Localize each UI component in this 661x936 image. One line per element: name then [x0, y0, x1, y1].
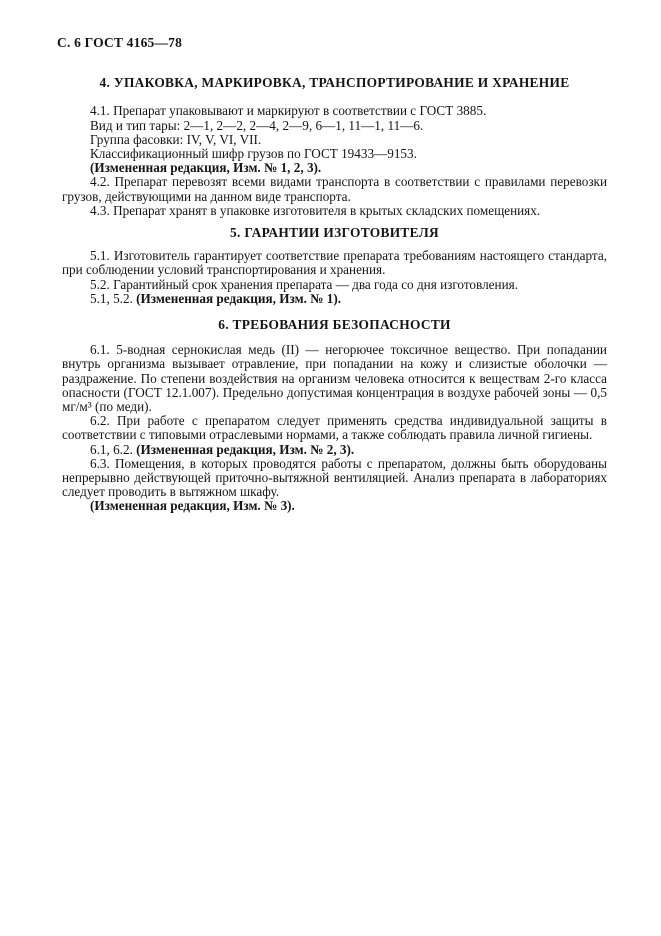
paragraph-6-2: 6.2. При работе с препаратом следует применять средства индивидуальной защиты в соответствии с типовыми отраслевыми нормами, а также соблюдать правила личной гигиены. — [62, 413, 607, 443]
revision-note-6-3: (Измененная редакция, Изм. № 3). — [90, 498, 295, 514]
line-classification-code: Классификационный шифр грузов по ГОСТ 19433—9153. — [90, 146, 417, 162]
section-6-title: 6. ТРЕБОВАНИЯ БЕЗОПАСНОСТИ — [218, 317, 451, 333]
revision-note-4: (Измененная редакция, Изм. № 1, 2, 3). — [90, 160, 322, 176]
section-4-title: 4. УПАКОВКА, МАРКИРОВКА, ТРАНСПОРТИРОВАНИЕ И ХРАНЕНИЕ — [99, 75, 570, 91]
revision-note-5 — [62, 292, 607, 306]
paragraph-5-1: 5.1. Изготовитель гарантирует соответствие препарата требованиям настоящего стандарта, при соблюдении условий транспортирования и хранения. — [62, 248, 607, 278]
revision-note-6-1-2 — [62, 443, 607, 457]
revision-note-6-1-2-text: (Измененная редакция, Изм. № 2, 3). — [136, 441, 355, 457]
paragraph-5-2: 5.2. Гарантийный срок хранения препарата — два года со дня изготовления. — [90, 276, 518, 292]
line-tare-types: Вид и тип тары: 2—1, 2—2, 2—4, 2—9, 6—1, 11—1, 11—6. — [90, 117, 424, 133]
paragraph-4-2: 4.2. Препарат перевозят всеми видами транспорта в соответствии с правилами перевозки грузов, действующими на данном виде транспорта. — [62, 174, 607, 204]
revision-note-5-text: (Измененная редакция, Изм. № 1). — [136, 290, 342, 306]
section-5-title: 5. ГАРАНТИИ ИЗГОТОВИТЕЛЯ — [230, 225, 439, 241]
paragraph-6-1: 6.1. 5-водная сернокислая медь (II) — негорючее токсичное вещество. При попадании внутрь организма вызывает отравление, при попадании на кожу и слизистые оболочки — раздражение. По степени воздействия на организм человека относится к веществам 2-го класса опасности (ГОСТ 12.1.007). Предельно допустимая концентрация в воздухе рабочей зоны — 0,5 мг/м³ (по меди). — [62, 342, 607, 415]
revision-note-5-prefix: 5.1, 5.2. — [90, 290, 137, 306]
paragraph-6-3: 6.3. Помещения, в которых проводятся работы с препаратом, должны быть оборудованы непрерывно действующей приточно-вытяжной вентиляцией. Анализ препарата в лабораториях следует проводить в вытяжном шкафу. — [62, 455, 607, 500]
line-packing-group: Группа фасовки: IV, V, VI, VII. — [90, 131, 262, 147]
paragraph-4-3: 4.3. Препарат хранят в упаковке изготовителя в крытых складских помещениях. — [90, 202, 541, 218]
paragraph-4-1: 4.1. Препарат упаковывают и маркируют в соответствии с ГОСТ 3885. — [90, 103, 487, 119]
running-header: С. 6 ГОСТ 4165—78 — [57, 35, 183, 50]
revision-note-6-1-2-prefix: 6.1, 6.2. — [90, 441, 137, 457]
